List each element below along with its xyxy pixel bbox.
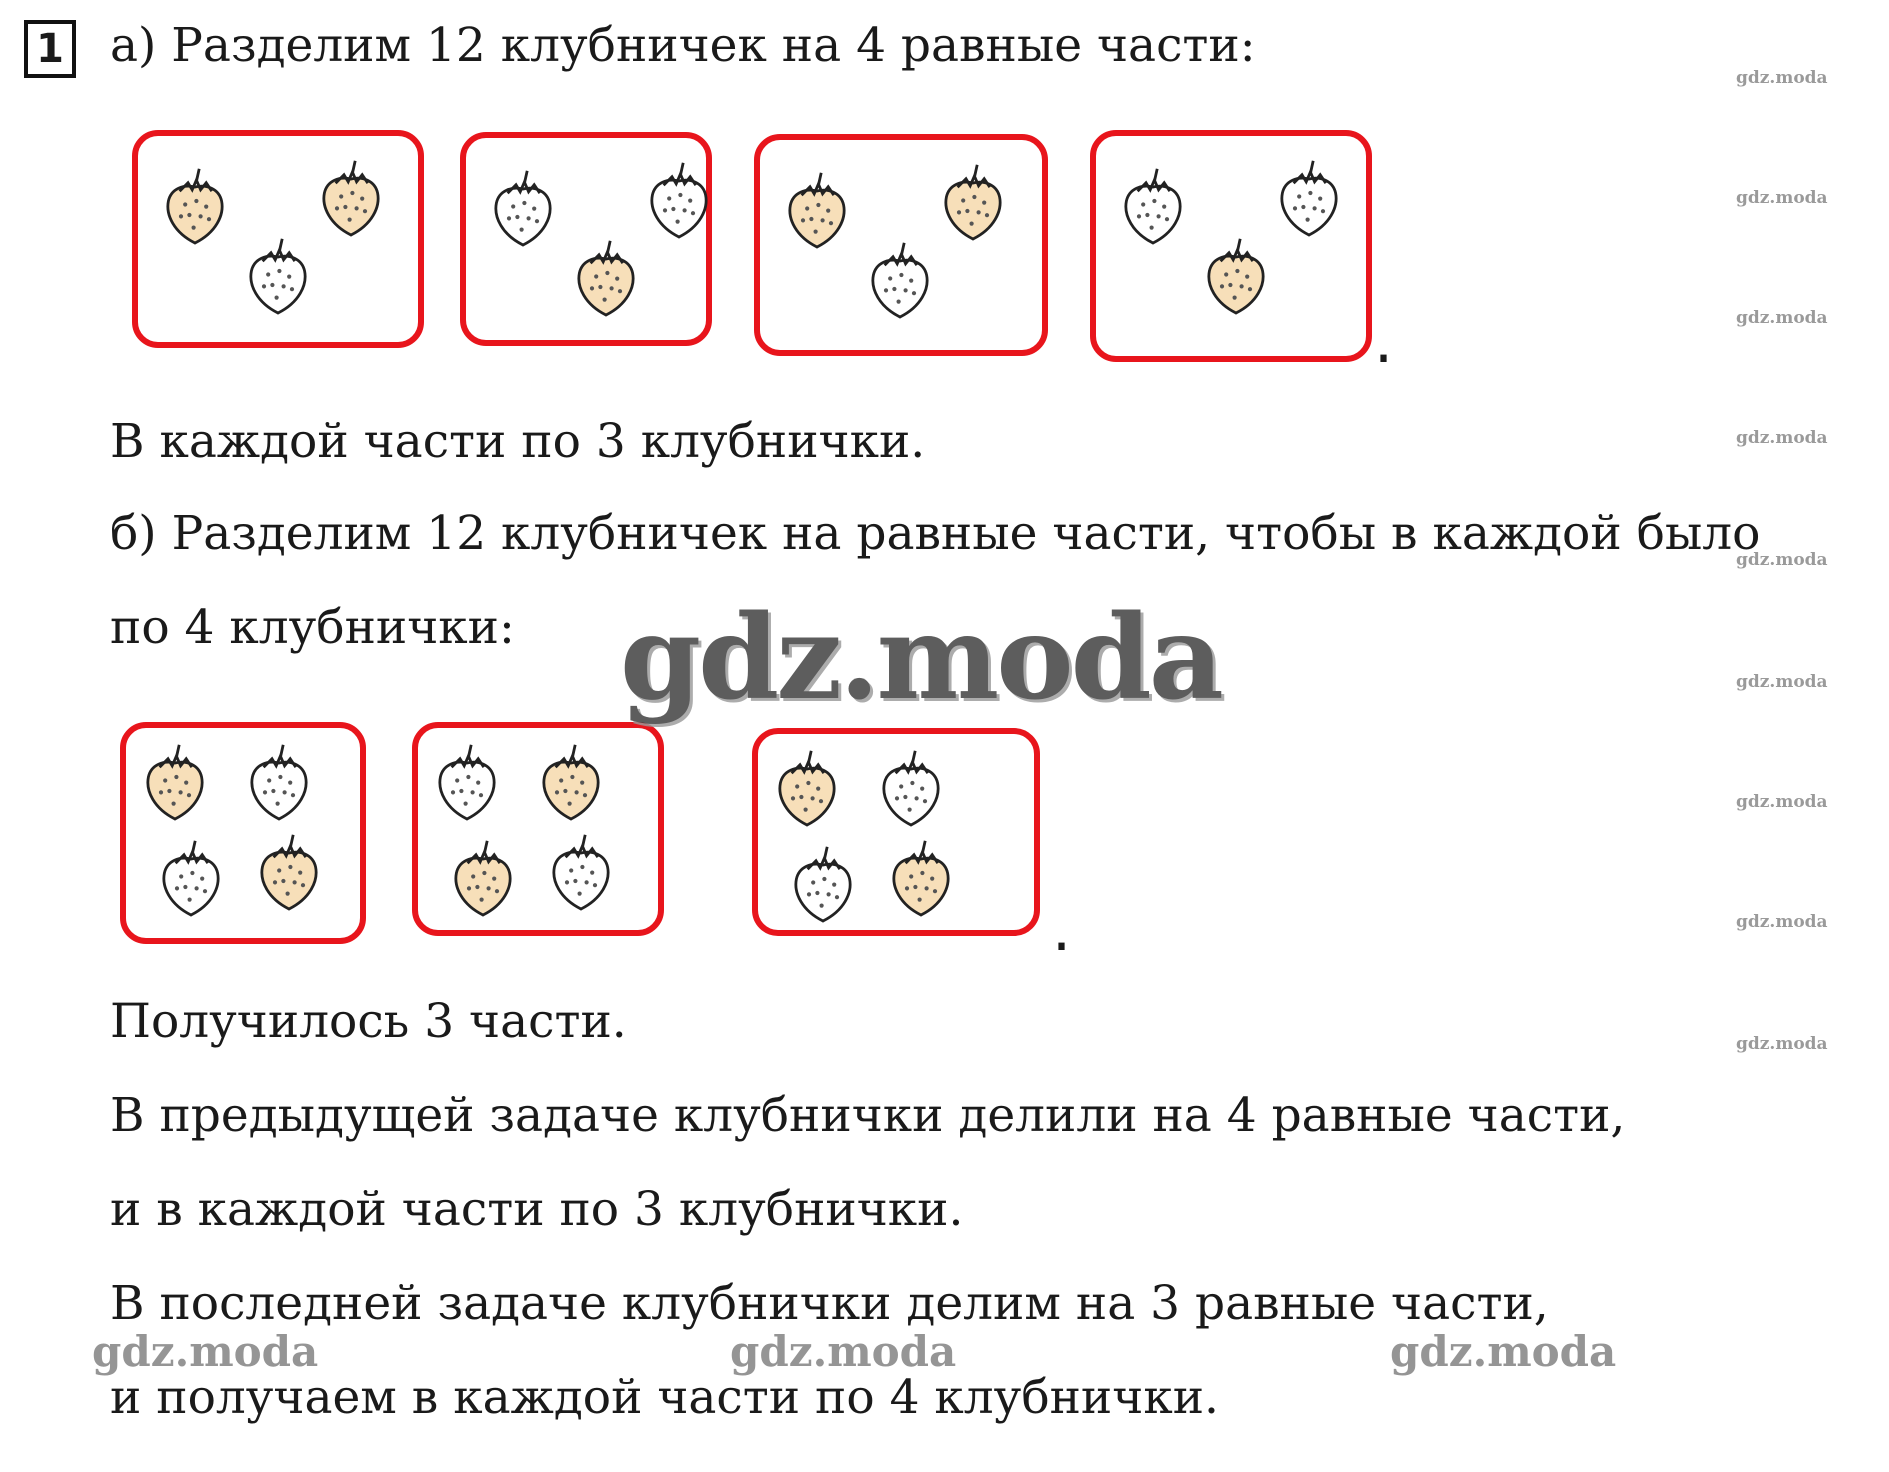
strawberry-group xyxy=(412,722,664,936)
task-number: 1 xyxy=(36,26,64,72)
watermark-bottom-3: gdz.moda xyxy=(1390,1327,1617,1376)
strawberry-icon xyxy=(243,236,313,321)
strawberry-icon xyxy=(1118,166,1188,251)
strawberry-icon xyxy=(254,832,324,917)
strawberry-icon xyxy=(546,832,616,917)
conclusion-line-1: В предыдущей задаче клубнички делили на 4 равные части, xyxy=(110,1088,1626,1143)
watermark-side-4: gdz.moda xyxy=(1736,428,1828,448)
strawberry-group xyxy=(752,728,1040,936)
watermark-side-8: gdz.moda xyxy=(1736,912,1828,932)
strawberry-group xyxy=(754,134,1048,356)
strawberry-group xyxy=(120,722,366,944)
part-a-result: В каждой части по 3 клубнички. xyxy=(110,414,926,469)
watermark-bottom-2: gdz.moda xyxy=(730,1327,957,1376)
watermark-side-9: gdz.moda xyxy=(1736,1034,1828,1054)
part-a-title: а) Разделим 12 клубничек на 4 равные части: xyxy=(110,18,1256,73)
strawberry-icon xyxy=(886,838,956,923)
part-b-end-dot: . xyxy=(1052,895,1072,965)
strawberry-icon xyxy=(448,838,518,923)
conclusion-line-4: и получаем в каждой части по 4 клубнички. xyxy=(110,1370,1219,1425)
strawberry-icon xyxy=(644,160,714,245)
strawberry-icon xyxy=(788,844,858,929)
watermark-side-1: gdz.moda xyxy=(1736,68,1828,88)
strawberry-icon xyxy=(536,742,606,827)
strawberry-group xyxy=(132,130,424,348)
strawberry-group xyxy=(1090,130,1372,362)
watermark-bottom-1: gdz.moda xyxy=(92,1327,319,1376)
watermark-side-6: gdz.moda xyxy=(1736,672,1828,692)
strawberry-icon xyxy=(432,742,502,827)
strawberry-icon xyxy=(865,240,935,325)
part-b-title-line1: б) Разделим 12 клубничек на равные части, чтобы в каждой было xyxy=(110,506,1761,561)
strawberry-icon xyxy=(876,748,946,833)
watermark-side-2: gdz.moda xyxy=(1736,188,1828,208)
watermark-side-7: gdz.moda xyxy=(1736,792,1828,812)
conclusion-line-3: В последней задаче клубнички делим на 3 равные части, xyxy=(110,1276,1549,1331)
part-b-result: Получилось 3 части. xyxy=(110,994,627,1049)
strawberry-icon xyxy=(488,168,558,253)
strawberry-icon xyxy=(160,166,230,251)
strawberry-icon xyxy=(1274,158,1344,243)
part-b-title-line2: по 4 клубнички: xyxy=(110,600,515,655)
strawberry-icon xyxy=(316,158,386,243)
task-number-box xyxy=(24,20,76,78)
part-a-end-dot: . xyxy=(1374,307,1394,377)
strawberry-icon xyxy=(782,170,852,255)
watermark-side-5: gdz.moda xyxy=(1736,550,1828,570)
conclusion-line-2: и в каждой части по 3 клубнички. xyxy=(110,1182,964,1237)
strawberry-icon xyxy=(938,162,1008,247)
strawberry-icon xyxy=(1201,236,1271,321)
watermark-side-3: gdz.moda xyxy=(1736,308,1828,328)
strawberry-icon xyxy=(571,238,641,323)
strawberry-icon xyxy=(156,838,226,923)
strawberry-icon xyxy=(140,742,210,827)
watermark-center: gdz.moda xyxy=(620,590,1221,726)
strawberry-group xyxy=(460,132,712,346)
strawberry-icon xyxy=(244,742,314,827)
strawberry-icon xyxy=(772,748,842,833)
